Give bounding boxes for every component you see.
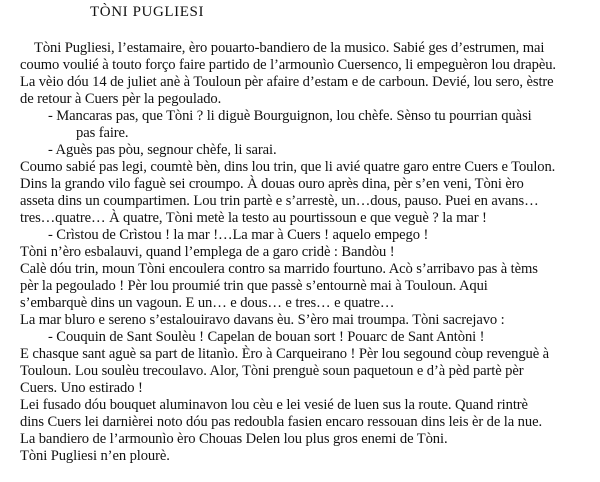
- text-line: - Aguès pas pòu, segnour chèfe, li sarai.: [48, 142, 277, 158]
- text-line: dins Cuers lei darnièrei noto dóu pas redoubla fasien encaro ressouan dins leis èr de la nue.: [20, 414, 542, 430]
- text-line: Touloun. Lou soulèu trecoulavo. Alor, Tòni prenguè soun paquetoun e d’à pèd partè pèr: [20, 363, 524, 379]
- text-line: - Couquin de Sant Soulèu ! Capelan de bouan sort ! Pouarc de Sant Antòni !: [48, 329, 485, 345]
- text-line: La mar bluro e sereno s’estalouiravo davans èu. S’èro mai troumpa. Tòni sacrejavo :: [20, 312, 505, 328]
- text-line: Tòni Pugliesi, l’estamaire, èro pouarto-bandiero de la musico. Sabié ges d’estrumen, mai: [34, 40, 545, 56]
- text-line: Dins la grando vilo faguè sei croumpo. À douas ouro après dina, pèr s’en veni, Tòni èro: [20, 176, 524, 192]
- text-line: Lei fusado dóu bouquet aluminavon lou cèu e lei vesié de luen sus la route. Quand rintrè: [20, 397, 528, 413]
- text-line: s’embarquè dins un vagoun. E un… e dous… e tres… e quatre…: [20, 295, 395, 311]
- text-line: tres…quatre… À quatre, Tòni metè la testo au pourtissoun e que veguè ? la mar !: [20, 210, 487, 226]
- text-line: La bandiero de l’armounìo èro Chouas Delen lou plus gros enemi de Tòni.: [20, 431, 448, 447]
- text-line: coumo voulié à touto forço faire partido de l’armounìo Cuersenco, li empeguèron lou drapèu.: [20, 57, 556, 73]
- document-title: TÒNI PUGLIESI: [90, 4, 205, 20]
- text-line: Tòni Pugliesi n’en plourè.: [20, 448, 170, 464]
- text-line: Calè dóu trin, moun Tòni encoulera contro sa marrido fourtuno. Acò s’arribavo pas à tèms: [20, 261, 538, 277]
- text-line: asseta dins un coumpartimen. Lou trin partè e s’arrestè, un…dous, pauso. Puei en avans…: [20, 193, 539, 209]
- text-line: Cuers. Uno estirado !: [20, 380, 143, 396]
- text-line: pèr la pegoulado ! Pèr lou proumié trin que passè s’entournè mai à Touloun. Aqui: [20, 278, 488, 294]
- text-line: - Mancaras pas, que Tòni ? li diguè Bourguignon, lou chèfe. Sènso tu pourrian quàsi: [48, 108, 532, 124]
- text-line: de retour à Cuers pèr la pegoulado.: [20, 91, 222, 107]
- text-line: pas faire.: [76, 125, 129, 141]
- text-line: Tòni n’èro esbalauvi, quand l’emplega de a garo cridè : Bandòu !: [20, 244, 395, 260]
- text-line: La vèio dóu 14 de juliet anè à Touloun pèr afaire d’estam e de carboun. Devié, lou sero, èstre: [20, 74, 554, 90]
- text-line: E chasque sant aguè sa part de litanìo. Èro à Carqueirano ! Pèr lou segound còup revenguè à: [20, 346, 550, 362]
- text-line: - Crìstou de Crìstou ! la mar !…La mar à Cuers ! aquelo empego !: [48, 227, 429, 243]
- text-line: Coumo sabié pas legi, coumtè bèn, dins lou trin, que li avié quatre garo entre Cuers e Toulon.: [20, 159, 556, 175]
